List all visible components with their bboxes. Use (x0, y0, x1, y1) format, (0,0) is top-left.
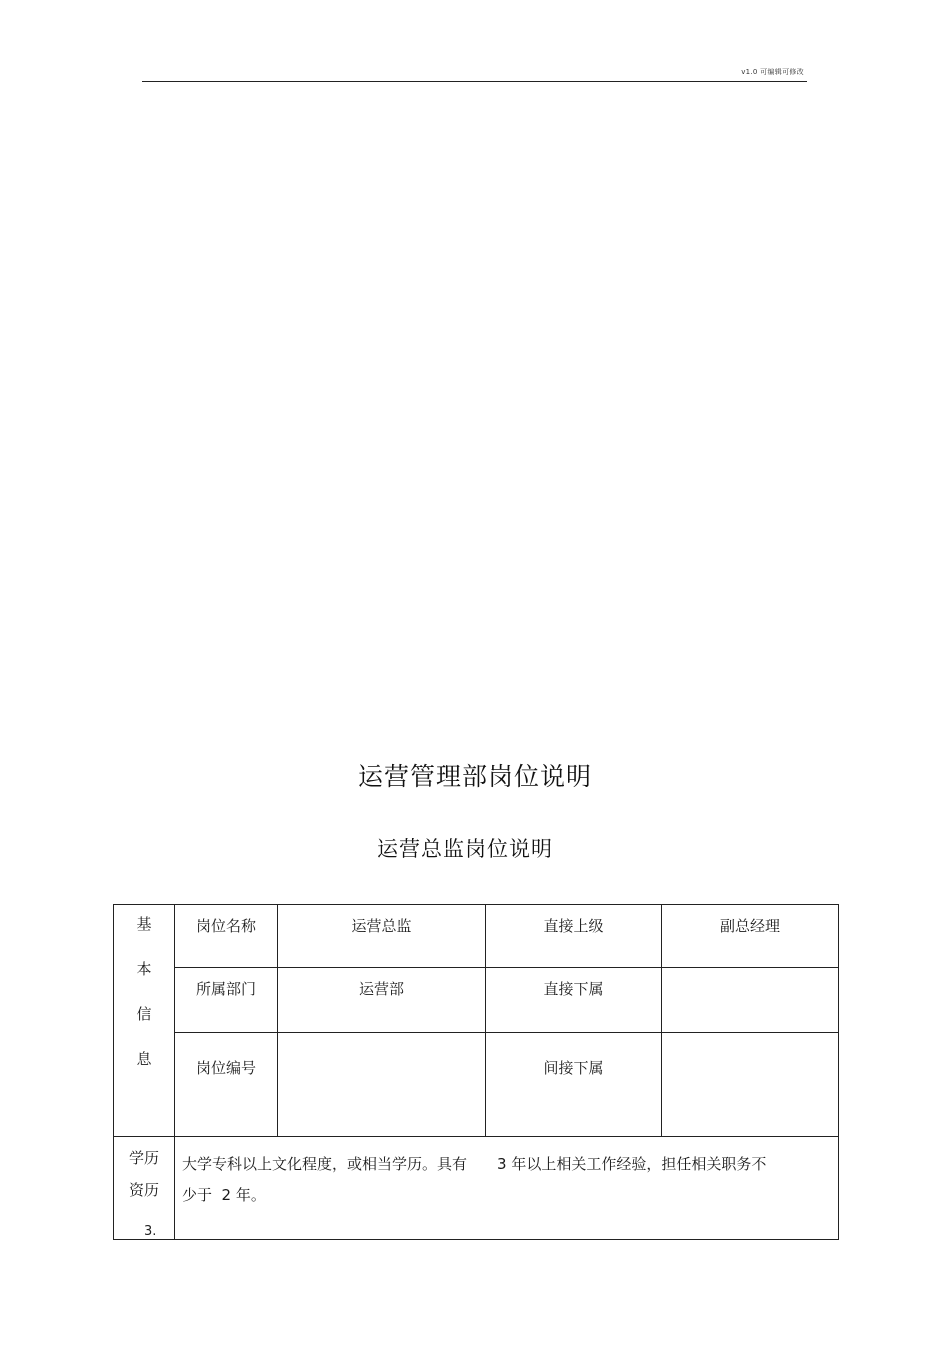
direct-superior-label: 直接上级 (486, 905, 662, 968)
header-divider (142, 81, 807, 82)
table-row (114, 1033, 839, 1137)
direct-subordinate-label: 直接下属 (486, 968, 662, 1033)
education-line: 少于 2 年。 (182, 1186, 266, 1204)
direct-subordinate-value (662, 968, 839, 1033)
education-line: 大学专科以上文化程度，或相当学历。具有 3 年以上相关工作经验，担任相关职务不 (182, 1155, 767, 1173)
education-requirement (175, 1137, 839, 1240)
footer-page-number: 3. (144, 1224, 157, 1239)
position-code-label: 岗位编号 (175, 1033, 278, 1137)
table-row (114, 1137, 839, 1240)
indirect-subordinate-value (662, 1033, 839, 1137)
basic-info-char: 息 (136, 1050, 152, 1068)
education-label-line: 学历 (128, 1149, 159, 1167)
basic-info-label (114, 905, 175, 1137)
page-title: 运营管理部岗位说明 (357, 762, 592, 791)
header-version-note: v1.0 可编辑可修改 (741, 68, 804, 76)
basic-info-char: 基 (136, 915, 152, 933)
position-name-label: 岗位名称 (175, 905, 278, 968)
department-value: 运营部 (278, 968, 486, 1033)
direct-superior-value: 副总经理 (662, 905, 839, 968)
department-label: 所属部门 (175, 968, 278, 1033)
basic-info-char: 信 (136, 1005, 152, 1023)
section-subtitle: 运营总监岗位说明 (377, 837, 553, 861)
table-row (114, 905, 839, 968)
basic-info-char: 本 (136, 960, 152, 978)
position-name-value: 运营总监 (278, 905, 486, 968)
job-info-table (113, 904, 839, 1240)
education-label-line: 资历 (128, 1181, 159, 1199)
position-code-value (278, 1033, 486, 1137)
indirect-subordinate-label: 间接下属 (486, 1033, 662, 1137)
table-row (114, 968, 839, 1033)
